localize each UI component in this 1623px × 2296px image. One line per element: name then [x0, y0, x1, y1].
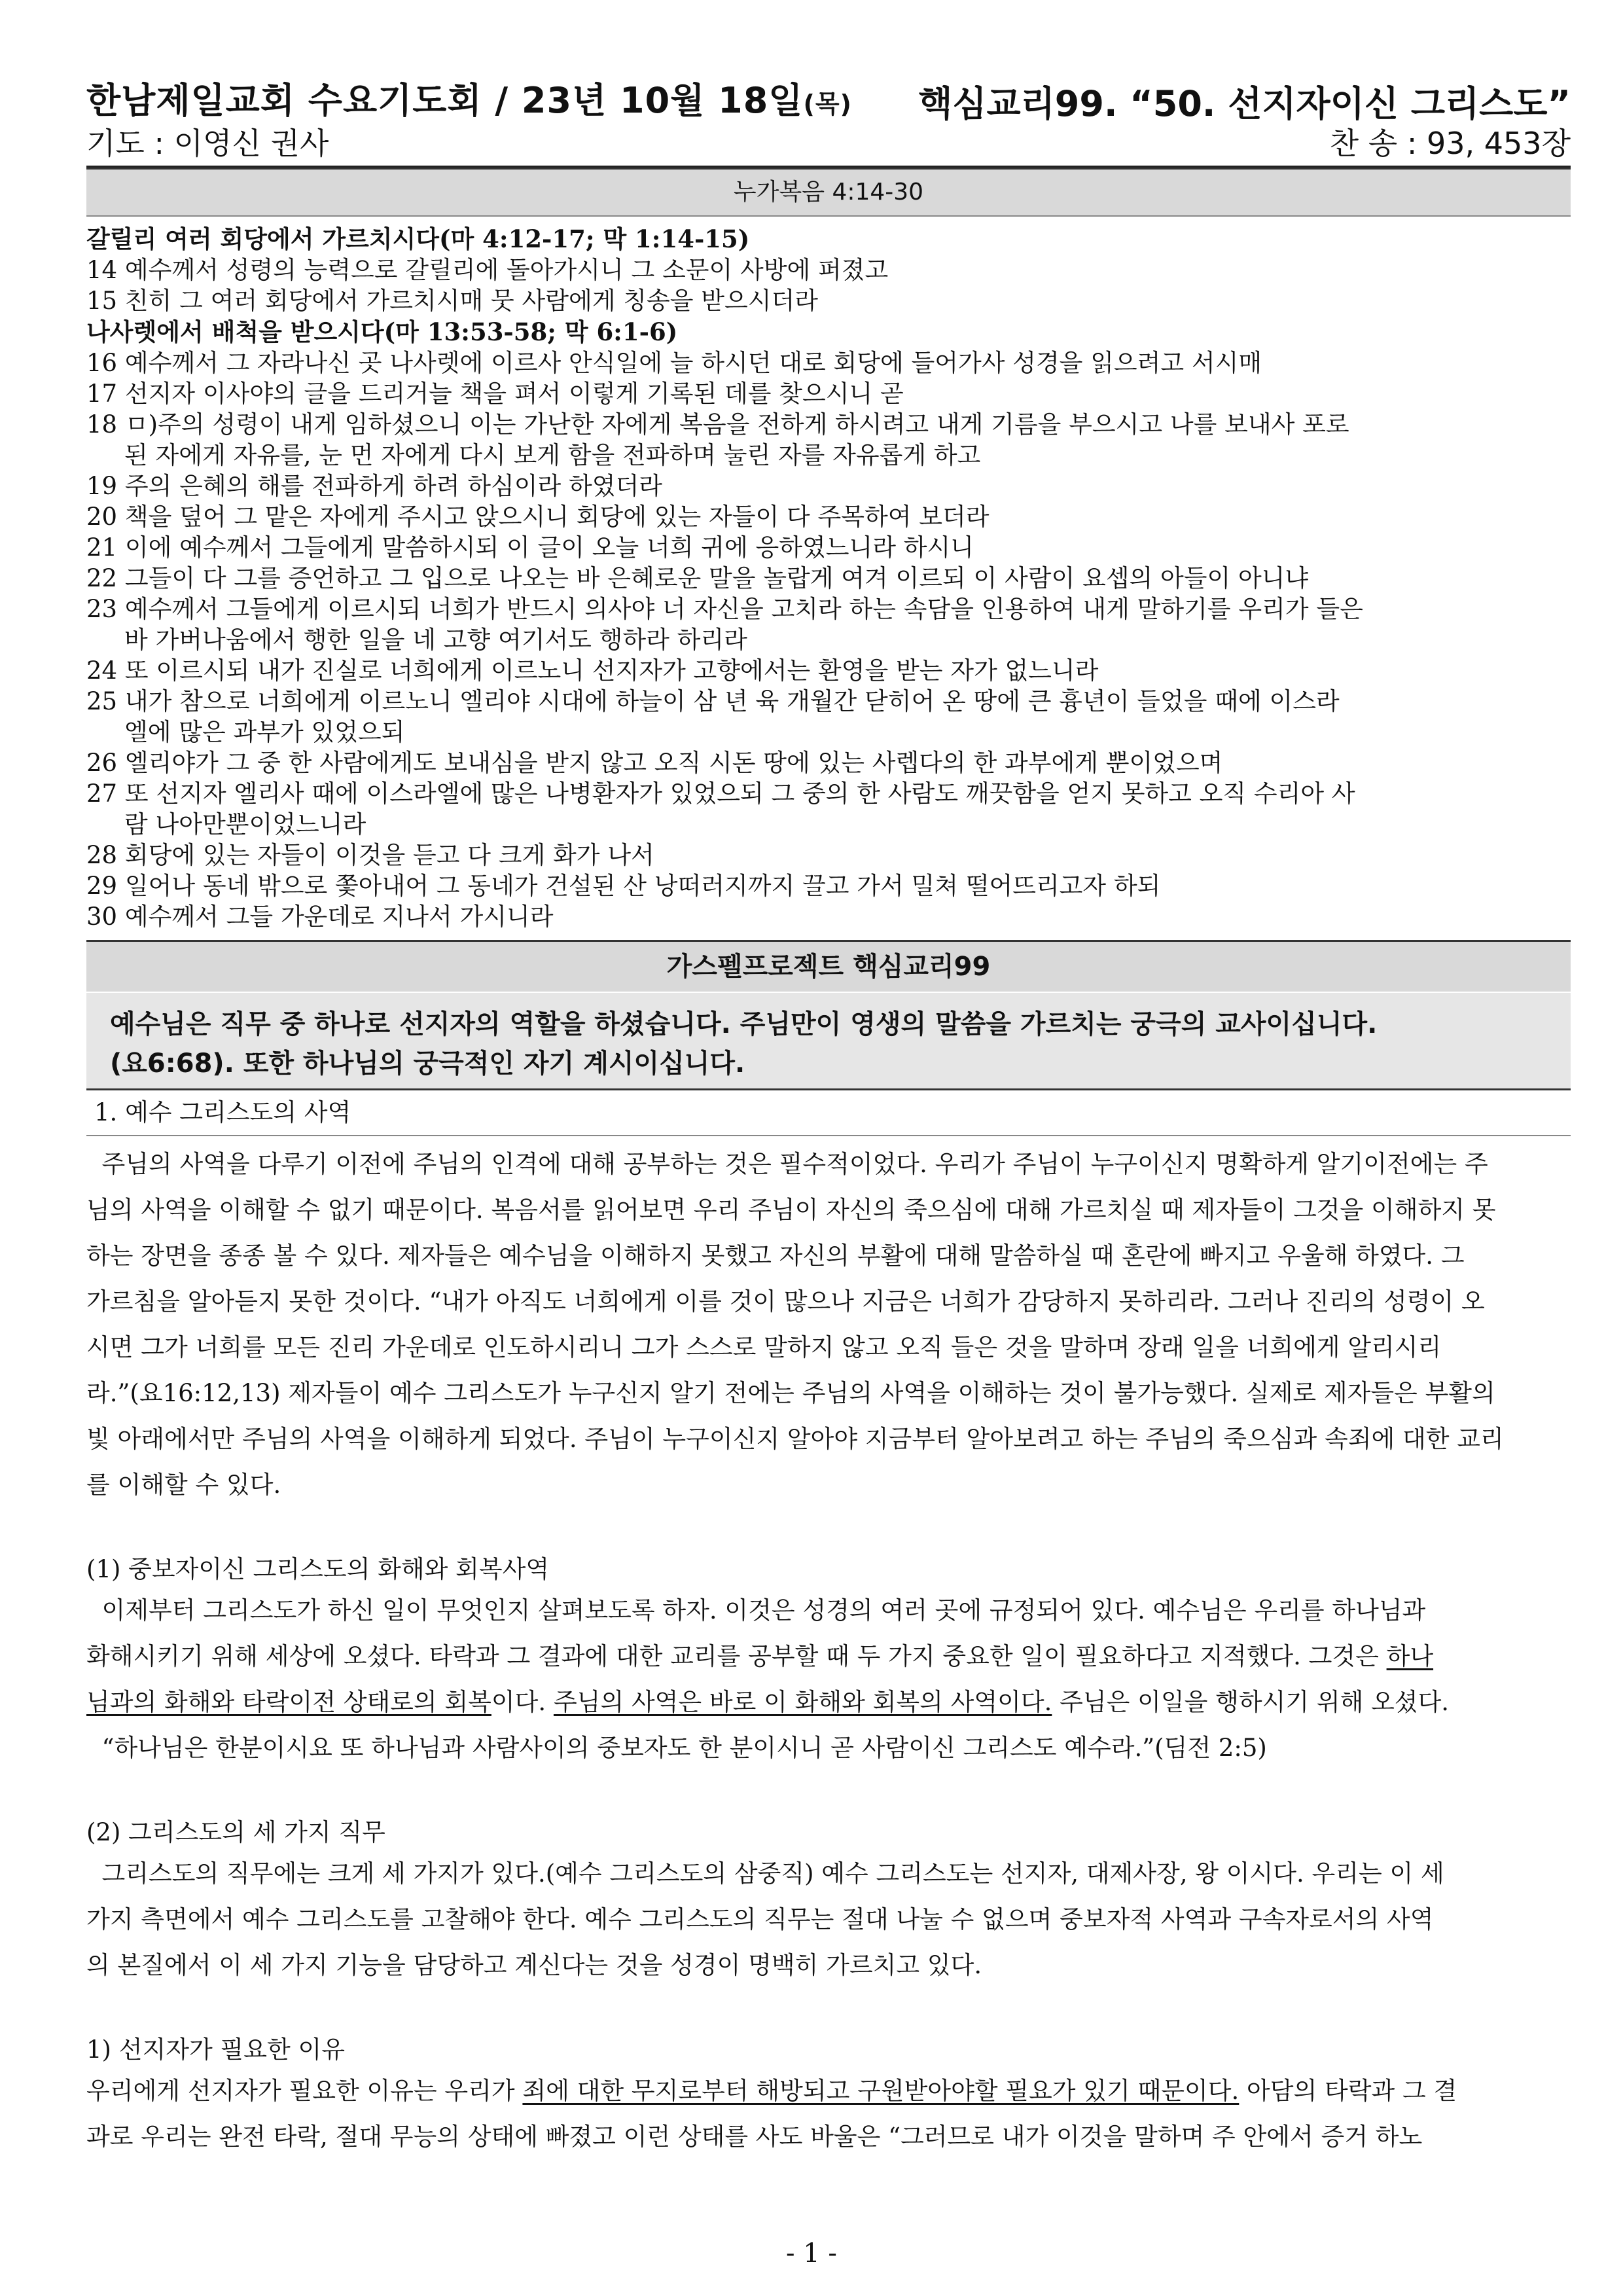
verse: 20 책을 덮어 그 맡은 자에게 주시고 앉으시니 회당에 있는 자들이 다 주목하여 보더라: [86, 503, 990, 531]
hymn-numbers: 찬 송 : 93, 453장: [1329, 126, 1571, 161]
scripture-heading: 나사렛에서 배척을 받으시다(마 13:53-58; 막 6:1-6): [86, 317, 678, 346]
page: [86, 80, 1571, 2160]
underlined-text: 하나: [1386, 1642, 1434, 1670]
study-body: [86, 1094, 1571, 2160]
paragraph-line: 이제부터 그리스도가 하신 일이 무엇인지 살펴보도록 하자. 이것은 성경의 여러 곳에 규정되어 있다. 예수님은 우리를 하나님과: [86, 1596, 1426, 1624]
paragraph-line: “하나님은 한분이시요 또 하나님과 사람사이의 중보자도 한 분이시니 곧 사람이신 그리스도 예수라.”(딤전 2:5): [86, 1734, 1267, 1762]
doctrine-title: 핵심교리99. “50. 선지자이신 그리스도”: [918, 83, 1571, 124]
verse: 30 예수께서 그들 가운데로 지나서 가시니라: [86, 903, 554, 931]
paragraph-line: 시면 그가 너희를 모든 진리 가운데로 인도하시리니 그가 스스로 말하지 않고 오직 들은 것을 말하며 장래 일을 너희에게 알리시리: [86, 1333, 1442, 1361]
paragraph-line: 를 이해할 수 있다.: [86, 1471, 281, 1499]
paragraph-line: 님의 사역을 이해할 수 없기 때문이다. 복음서를 읽어보면 우리 주님이 자신의 죽으심에 대해 가르치실 때 제자들이 그것을 이해하지 못: [86, 1196, 1496, 1224]
service-title: 한남제일교회 수요기도회 / 23년 10월 18일(목): [86, 80, 852, 121]
paragraph-line: 과로 우리는 완전 타락, 절대 무능의 상태에 빠졌고 이런 상태를 사도 바울은 “그러므로 내가 이것을 말하며 주 안에서 증거 하노: [86, 2123, 1423, 2151]
section-title: 1. 예수 그리스도의 사역: [86, 1094, 1571, 1136]
paragraph-line: 그리스도의 직무에는 크게 세 가지가 있다.(예수 그리스도의 삼중직) 예수 그리스도는 선지자, 대제사장, 왕 이시다. 우리는 이 세: [86, 1859, 1444, 1888]
header-row-1: [86, 80, 1571, 125]
summary-line: 예수님은 직무 중 하나로 선지자의 역할을 하셨습니다. 주님만이 영생의 말씀을 가르치는 궁극의 교사이십니다.: [110, 1009, 1378, 1039]
paragraph: [86, 1851, 1571, 1988]
doctrine-summary: [86, 993, 1571, 1090]
scripture-heading: 갈릴리 여러 회당에서 가르치시다(마 4:12-17; 막 1:14-15): [86, 224, 750, 253]
verse: 21 이에 예수께서 그들에게 말씀하시되 이 글이 오늘 너희 귀에 응하였느니라 하시니: [86, 533, 974, 562]
scripture-reference-bar: 누가복음 4:14-30: [86, 168, 1571, 217]
spacer: [86, 1508, 1571, 1551]
verse: 19 주의 은혜의 해를 전파하게 하려 하심이라 하였더라: [86, 472, 662, 500]
verse: 15 친히 그 여러 회당에서 가르치시매 뭇 사람에게 칭송을 받으시더라: [86, 287, 818, 315]
summary-line: (요6:68). 또한 하나님의 궁극적인 자기 계시이십니다.: [110, 1049, 745, 1079]
paragraph-line: 가지 측면에서 예수 그리스도를 고찰해야 한다. 예수 그리스도의 직무는 절대 나눌 수 없으며 중보자적 사역과 구속자로서의 사역: [86, 1905, 1434, 1933]
verse: 27 또 선지자 엘리사 때에 이스라엘에 많은 나병환자가 있었으되 그 중의 한 사람도 깨끗함을 얻지 못하고 오직 수리아 사 람 나아만뿐이었느니라: [86, 780, 1355, 838]
verse: 29 일어나 동네 밖으로 쫓아내어 그 동네가 건설된 산 낭떠러지까지 끌고 가서 밀쳐 떨어뜨리고자 하되: [86, 872, 1161, 900]
paragraph: [86, 1141, 1571, 1508]
spacer: [86, 1988, 1571, 2032]
service-day: (목): [803, 90, 852, 118]
scripture-passage: [86, 223, 1571, 932]
underlined-text: 님과의 화해와 타락이전 상태로의 회복: [86, 1688, 491, 1716]
verse: 16 예수께서 그 자라나신 곳 나사렛에 이르사 안식일에 늘 하시던 대로 회당에 들어가사 성경을 읽으려고 서시매: [86, 349, 1262, 377]
verse: 17 선지자 이사야의 글을 드리거늘 책을 펴서 이렇게 기록된 데를 찾으시니 곧: [86, 380, 904, 408]
verse: 24 또 이르시되 내가 진실로 너희에게 이르노니 선지자가 고향에서는 환영을 받는 자가 없느니라: [86, 656, 1099, 685]
paragraph-line: 라.”(요16:12,13) 제자들이 예수 그리스도가 누구신지 알기 전에는 주님의 사역을 이해하는 것이 불가능했다. 실제로 제자들은 부활의: [86, 1379, 1495, 1407]
paragraph-line: 주님의 사역을 다루기 이전에 주님의 인격에 대해 공부하는 것은 필수적이었다. 우리가 주님이 누구이신지 명확하게 알기이전에는 주: [86, 1150, 1488, 1178]
paragraph-line: 가르침을 알아듣지 못한 것이다. “내가 아직도 너희에게 이를 것이 많으나 지금은 너희가 감당하지 못하리라. 그러나 진리의 성령이 오: [86, 1287, 1485, 1316]
paragraph-line: 하는 장면을 종종 볼 수 있다. 제자들은 예수님을 이해하지 못했고 자신의 부활에 대해 말씀하실 때 혼란에 빠지고 우울해 하였다. 그: [86, 1242, 1465, 1270]
paragraph-line: 의 본질에서 이 세 가지 기능을 담당하고 계신다는 것을 성경이 명백히 가르치고 있다.: [86, 1951, 982, 1979]
underlined-text: 주님의 사역은 바로 이 화해와 회복의 사역이다.: [553, 1688, 1052, 1716]
underlined-text: 죄에 대한 무지로부터 해방되고 구원받아야할 필요가 있기 때문이다.: [522, 2077, 1240, 2105]
prayer-leader: 기도 : 이영신 권사: [86, 126, 329, 161]
paragraph: [86, 1588, 1571, 1771]
section-title: 1) 선지자가 필요한 이유: [86, 2036, 345, 2064]
paragraph-line: 님과의 화해와 타락이전 상태로의 회복이다. 주님의 사역은 바로 이 화해와 회복의 사역이다. 주님은 이일을 행하시기 위해 오셨다.: [86, 1688, 1450, 1716]
doctrine-bar: 가스펠프로젝트 핵심교리99: [86, 940, 1571, 993]
page-number: - 1 -: [786, 2238, 837, 2269]
paragraph-line: 우리에게 선지자가 필요한 이유는 우리가 죄에 대한 무지로부터 해방되고 구원받아야할 필요가 있기 때문이다. 아담의 타락과 그 결: [86, 2077, 1457, 2105]
verse: 18 ㅁ)주의 성령이 내게 임하셨으니 이는 가난한 자에게 복음을 전하게 하시려고 내게 기름을 부으시고 나를 보내사 포로 된 자에게 자유를, 눈 먼 자에게 다시 보게 함을 전파하며 눌린 자를 자유롭게 하고: [86, 410, 1349, 469]
section-title: (2) 그리스도의 세 가지 직무: [86, 1818, 385, 1846]
section-title: (1) 중보자이신 그리스도의 화해와 회복사역: [86, 1555, 550, 1583]
spacer: [86, 1771, 1571, 1814]
paragraph: [86, 2068, 1571, 2160]
verse: 22 그들이 다 그를 증언하고 그 입으로 나오는 바 은혜로운 말을 놀랍게 여겨 이르되 이 사람이 요셉의 아들이 아니냐: [86, 564, 1309, 592]
verse: 28 회당에 있는 자들이 이것을 듣고 다 크게 화가 나서: [86, 841, 654, 869]
header-row-2: [86, 125, 1571, 162]
paragraph-line: 빛 아래에서만 주님의 사역을 이해하게 되었다. 주님이 누구이신지 알아야 지금부터 알아보려고 하는 주님의 죽으심과 속죄에 대한 교리: [86, 1425, 1504, 1453]
verse: 14 예수께서 성령의 능력으로 갈릴리에 돌아가시니 그 소문이 사방에 퍼졌고: [86, 256, 889, 284]
verse: 23 예수께서 그들에게 이르시되 너희가 반드시 의사야 너 자신을 고치라 하는 속담을 인용하여 내게 말하기를 우리가 들은 바 가버나움에서 행한 일을 네 고향 여기서도 행하라 하리라: [86, 595, 1363, 654]
paragraph-line: 화해시키기 위해 세상에 오셨다. 타락과 그 결과에 대한 교리를 공부할 때 두 가지 중요한 일이 필요하다고 지적했다. 그것은 하나: [86, 1642, 1434, 1670]
verse: 26 엘리야가 그 중 한 사람에게도 보내심을 받지 않고 오직 시돈 땅에 있는 사렙다의 한 과부에게 뿐이었으며: [86, 749, 1223, 777]
verse: 25 내가 참으로 너희에게 이르노니 엘리야 시대에 하늘이 삼 년 육 개월간 닫히어 온 땅에 큰 흉년이 들었을 때에 이스라 엘에 많은 과부가 있었으되: [86, 687, 1340, 746]
